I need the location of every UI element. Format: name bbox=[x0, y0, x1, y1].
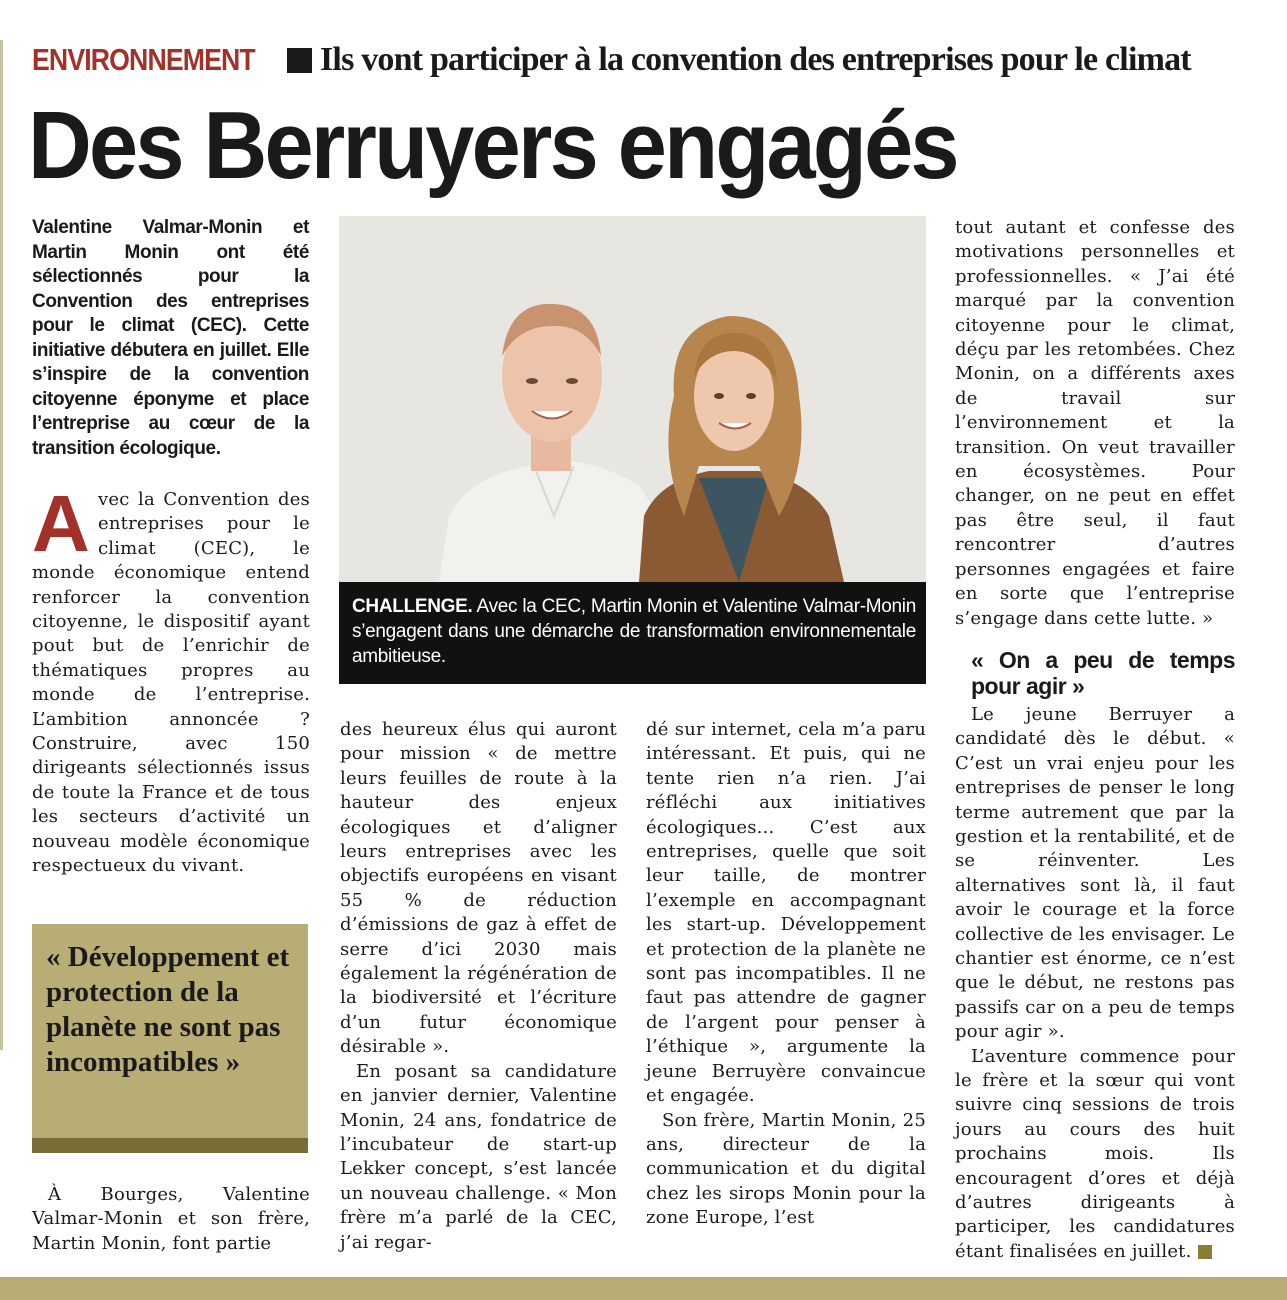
article-paragraph: Son frère, Martin Monin, 25 ans, directeur de la communication et du digital chez les sirops Monin pour la zone Europe, l’est bbox=[646, 1109, 926, 1229]
article-paragraph: tout autant et confesse des motivations personnelles et professionnelles. « J’ai été marqué par la convention citoyenne pour le climat, déçu par les retombées. Chez Monin, on a différents axes de travail sur l’environnement et la transition. On veut travailler en écosystèmes. Pour changer, on ne peut en effet pas être seul, il faut rencontrer d’autres personnes engagées et faire en sorte que l’entreprise s’engage dans cette lutte. » bbox=[955, 217, 1235, 629]
article-column-1 bbox=[32, 479, 310, 879]
article-column-3 bbox=[646, 718, 926, 1231]
article-column-4 bbox=[955, 216, 1235, 1264]
pullquote-text: « Développement et protection de la planète ne sont pas incompatibles » bbox=[46, 941, 290, 1078]
category-label: ENVIRONNEMENT bbox=[32, 42, 255, 77]
left-margin-rule bbox=[0, 40, 3, 1050]
article-paragraph: Avec la Convention des entreprises pour le climat (CEC), le monde économique entend renforcer la convention citoyenne, le dispositif ayant pout but de l’enrichir de thématiques propres au monde de l’entreprise. L’ambition annoncée ? Construire, avec 150 dirigeants sélectionnés issus de toute la France et de tous les secteurs d’activité un nouveau modèle économique respectueux du vivant. bbox=[32, 479, 310, 877]
kicker-headline: Ils vont participer à la convention des entreprises pour le climat bbox=[320, 41, 1191, 78]
article-paragraph: À Bourges, Valentine Valmar-Monin et son frère, Martin Monin, font partie bbox=[32, 1184, 310, 1254]
article-column-2 bbox=[340, 718, 617, 1255]
article-paragraph: des heureux élus qui auront pour mission « de mettre leurs feuilles de route à la hauteur des enjeux écologiques et d’aligner leurs entreprises avec les objectifs européens en visant 55 % de réduction d’émissions de gaz à effet de serre d’ici 2030 mais également la régénération de la biodiversité et l’écriture d’un futur économique désirable ». bbox=[340, 719, 617, 1058]
subheading: « On a peu de temps pour agir » bbox=[971, 646, 1235, 699]
caption-label: CHALLENGE. bbox=[352, 596, 473, 617]
category-rubric bbox=[32, 40, 291, 80]
rubric-separator-square bbox=[287, 48, 312, 73]
photo-caption bbox=[352, 594, 916, 669]
bottom-band bbox=[0, 1277, 1287, 1300]
article-photo bbox=[339, 216, 926, 582]
article-paragraph: dé sur internet, cela m’a paru intéressant. Et puis, qui ne tente rien n’a rien. J’ai réfléchi aux initiatives écologiques... C’est aux entreprises, quelle que soit leur taille, de montrer l’exemple en accompagnant les start-up. Développement et protection de la planète ne sont pas incompatibles. Il ne faut pas attendre de gagner de l’argent pour penser à l’éthique », argumente la jeune Berruyère convaincue et engagée. bbox=[646, 719, 926, 1107]
article-column-1-bottom bbox=[32, 1183, 310, 1256]
article-lead: Valentine Valmar-Monin et Martin Monin ont été sélectionnés pour la Convention des entreprises pour le climat (CEC). Cette initiative débutera en juillet. Elle s’inspire de la convention citoyenne éponyme et place l’entreprise au cœur de la transition écologique. bbox=[32, 217, 309, 459]
end-of-article-square bbox=[1198, 1245, 1212, 1259]
pullquote-rule bbox=[32, 1138, 308, 1153]
drop-cap: A bbox=[32, 479, 90, 568]
photo-illustration bbox=[339, 216, 926, 582]
article-paragraph: Le jeune Berruyer a candidaté dès le début. « C’est un vrai enjeu pour les entreprises de penser le long terme autrement que par la gestion et la rentabilité, et de se réinventer. Les alternatives sont là, il faut avoir le courage et la force collective de les envisager. Le chantier est énorme, ce n’est que le début, ne restons pas passifs car on a peu de temps pour agir ». bbox=[955, 703, 1235, 1043]
article-paragraph: En posant sa candidature en janvier dernier, Valentine Monin, 24 ans, fondatrice de l’incubateur de start-up Lekker concept, s’est lancée un nouveau challenge. « Mon frère m’a parlé de la CEC, j’ai regar- bbox=[340, 1060, 617, 1253]
article-title: Des Berruyers engagés bbox=[28, 92, 957, 199]
article-paragraph: L’aventure commence pour le frère et la sœur qui vont suivre cinq sessions de trois jours au cours des huit prochains mois. Ils encouragent d’ores et déjà d’autres dirigeants à participer, les candidatures étant finalisées en juillet. bbox=[955, 1045, 1235, 1262]
caption-text: Avec la CEC, Martin Monin et Valentine Valmar-Monin s’engagent dans une démarche de transformation environnementale ambitieuse. bbox=[352, 596, 916, 667]
